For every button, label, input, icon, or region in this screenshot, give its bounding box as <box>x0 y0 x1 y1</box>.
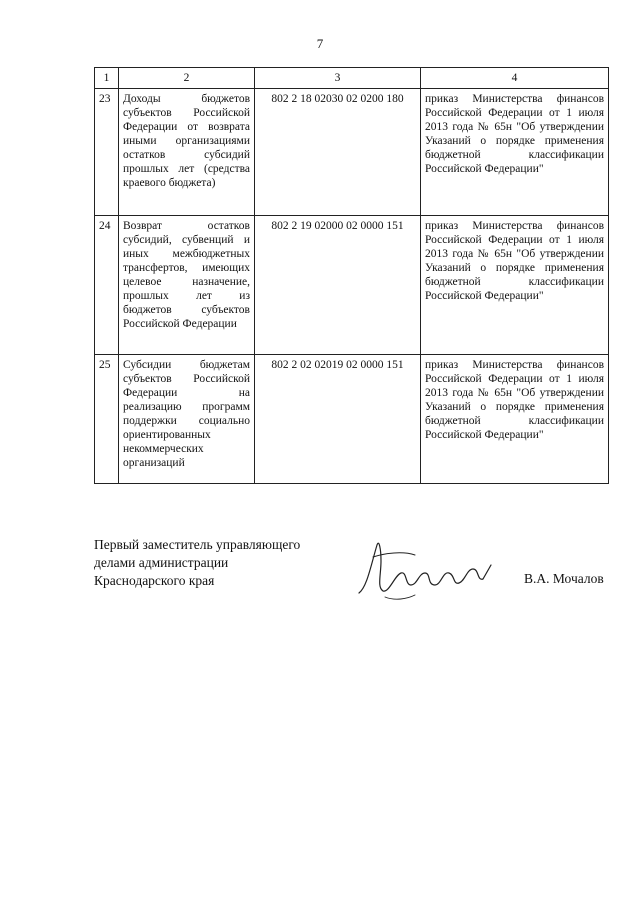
header-cell-2: 2 <box>119 68 255 89</box>
budget-code: 802 2 19 02000 02 0000 151 <box>255 216 421 355</box>
signatory-title-line: Первый заместитель управляющего <box>94 537 301 552</box>
income-name: Доходы бюджетов субъектов Российской Федерации от возврата иными организациями остатков субсидий прошлых лет (средства краевого бюджета) <box>119 89 255 216</box>
income-name: Возврат остатков субсидий, субвенций и иных межбюджетных трансфертов, имеющих целевое назначение, прошлых лет из бюджетов субъектов Российской Федерации <box>119 216 255 355</box>
header-cell-4: 4 <box>421 68 609 89</box>
budget-table <box>94 67 609 484</box>
handwritten-signature <box>355 535 495 605</box>
signatory-title-line: Краснодарского края <box>94 573 215 588</box>
table-row <box>95 355 609 484</box>
signatory-title <box>94 536 300 590</box>
header-cell-1: 1 <box>95 68 119 89</box>
income-name: Субсидии бюджетам субъектов Российской Федерации на реализацию программ поддержки социально ориентированных некоммерческих организаций <box>119 355 255 484</box>
page-number: 7 <box>316 36 324 51</box>
row-number: 24 <box>95 216 119 355</box>
legal-basis: приказ Министерства финансов Российской Федерации от 1 июля 2013 года № 65н "Об утверждении Указаний о порядке применения бюджетной классификации Российской Федерации" <box>421 216 609 355</box>
header-cell-3: 3 <box>255 68 421 89</box>
legal-basis: приказ Министерства финансов Российской Федерации от 1 июля 2013 года № 65н "Об утверждении Указаний о порядке применения бюджетной классификации Российской Федерации" <box>421 355 609 484</box>
budget-code: 802 2 18 02030 02 0200 180 <box>255 89 421 216</box>
table-row <box>95 216 609 355</box>
row-number: 23 <box>95 89 119 216</box>
legal-basis: приказ Министерства финансов Российской Федерации от 1 июля 2013 года № 65н "Об утверждении Указаний о порядке применения бюджетной классификации Российской Федерации" <box>421 89 609 216</box>
row-number: 25 <box>95 355 119 484</box>
budget-code: 802 2 02 02019 02 0000 151 <box>255 355 421 484</box>
table-header-row <box>95 68 609 89</box>
signatory-title-line: делами администрации <box>94 555 229 570</box>
signatory-name: В.А. Мочалов <box>524 571 604 586</box>
table-row <box>95 89 609 216</box>
